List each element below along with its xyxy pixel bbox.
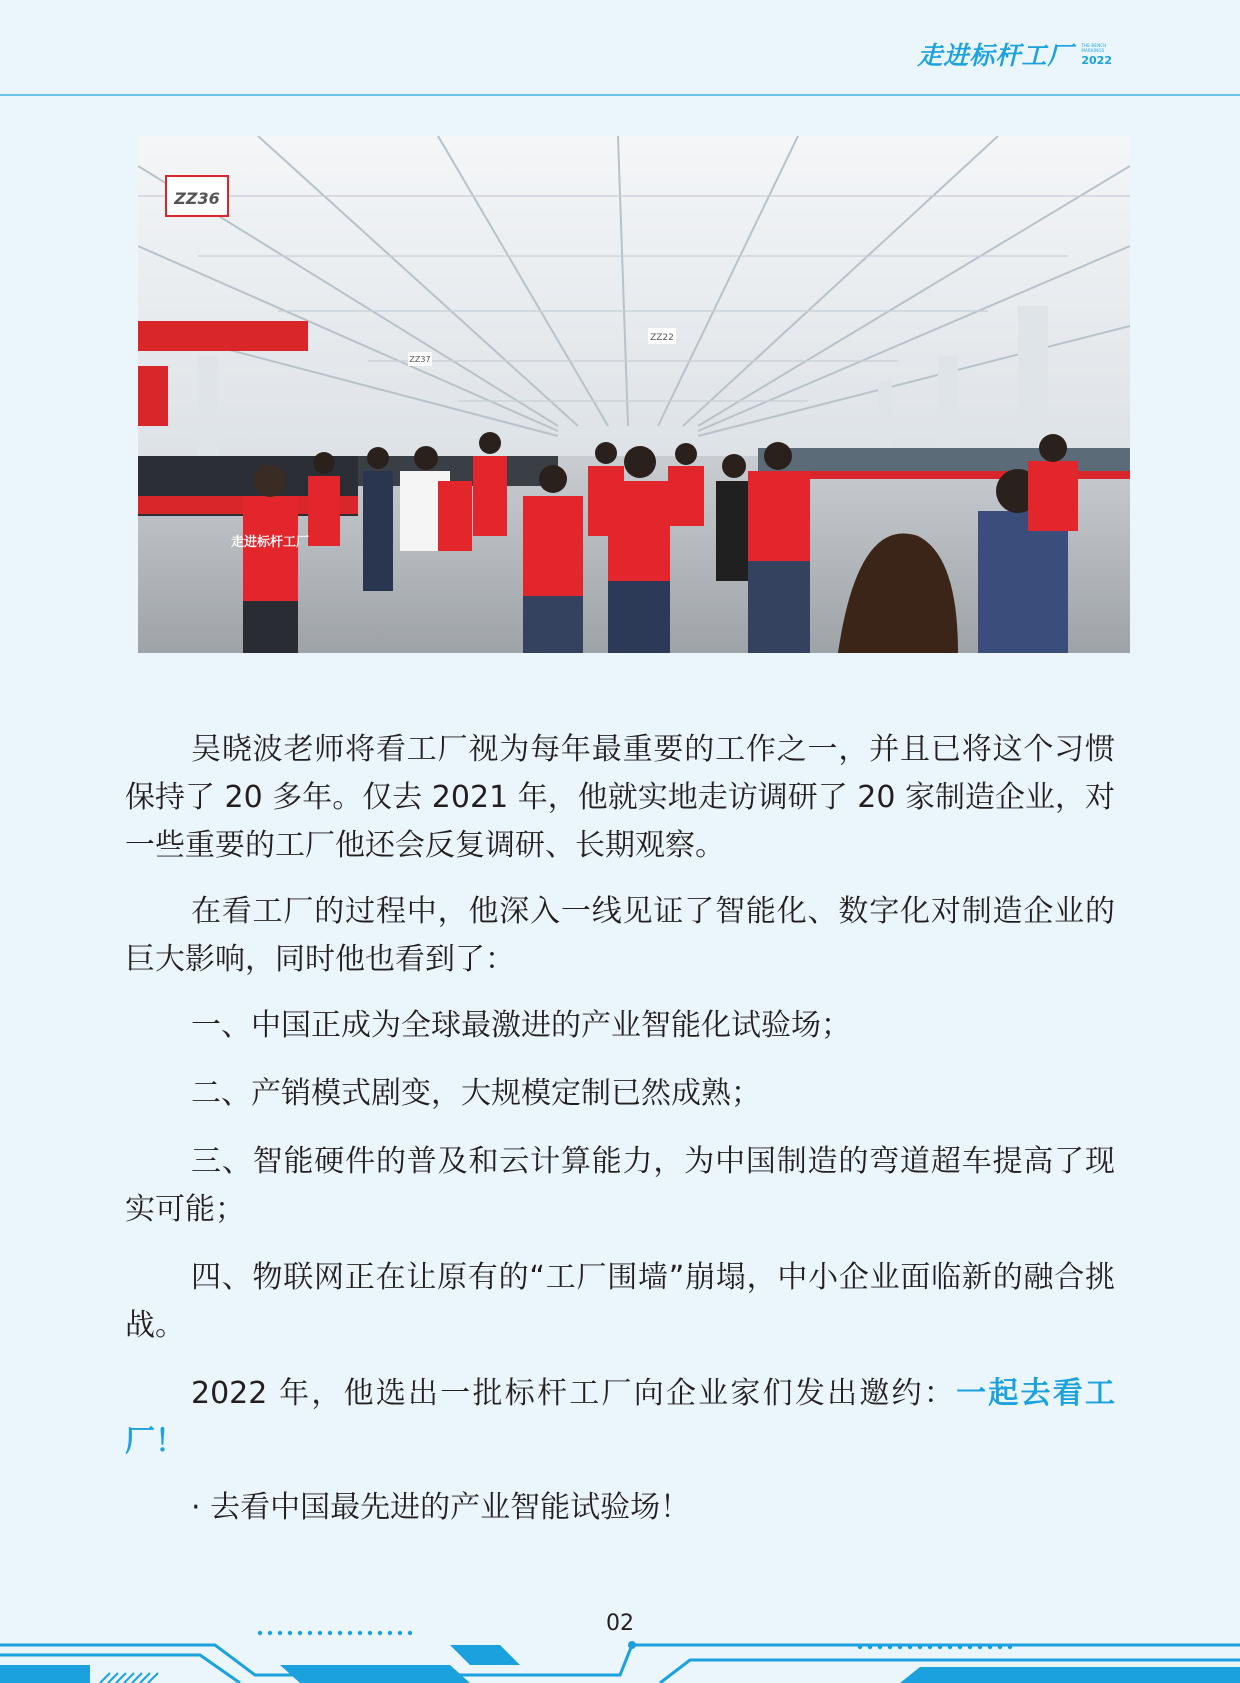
- brand-title: 走进标杆工厂: [917, 41, 1074, 70]
- article-body: [125, 726, 1115, 1550]
- list-item-2: 二、产销模式剧变，大规模定制已然成熟；: [191, 1076, 761, 1111]
- page-header: [0, 0, 1240, 96]
- paragraph-invitation: [125, 1370, 1115, 1466]
- footer-decoration: [0, 1625, 1240, 1683]
- brand-en: THE BENCH MARKINGS: [1081, 42, 1107, 53]
- list-item-3: 三、智能硬件的普及和云计算能力，为中国制造的弯道超车提高了现实可能；: [125, 1144, 1115, 1227]
- paragraph-observation: 在看工厂的过程中，他深入一线见证了智能化、数字化对制造企业的巨大影响，同时他也看到了：: [125, 894, 1115, 977]
- brand-side: [1081, 43, 1112, 66]
- list-item-4: 四、物联网正在让原有的“工厂围墙”崩塌，中小企业面临新的融合挑战。: [125, 1260, 1115, 1343]
- brand-logo: [917, 36, 1112, 72]
- photo-vest-text: 走进标杆工厂: [230, 535, 310, 550]
- invitation-lead: 2022 年，他选出一批标杆工厂向企业家们发出邀约：: [191, 1376, 957, 1411]
- paragraph-intro: 吴晓波老师将看工厂视为每年最重要的工作之一，并且已将这个习惯保持了 20 多年。仅去 2021 年，他就实地走访调研了 20 家制造企业，对一些重要的工厂他还会反复调研、长期观察。: [125, 732, 1115, 863]
- photo-sign-2: ZZ22: [650, 333, 674, 343]
- page-number: 02: [606, 1611, 634, 1636]
- photo-sign-3: ZZ37: [409, 355, 431, 364]
- list-item-1: 一、中国正成为全球最激进的产业智能化试验场；: [191, 1008, 851, 1043]
- factory-photo-illustration: [138, 136, 1130, 653]
- photo-sign-1: ZZ36: [174, 189, 220, 208]
- bullet-item: · 去看中国最先进的产业智能试验场！: [191, 1490, 691, 1525]
- factory-photo: [138, 136, 1130, 653]
- brand-year: 2022: [1081, 53, 1112, 67]
- footer-tech-lines: [0, 1625, 1240, 1683]
- invitation-highlight: 一起去看工厂！: [125, 1376, 1116, 1459]
